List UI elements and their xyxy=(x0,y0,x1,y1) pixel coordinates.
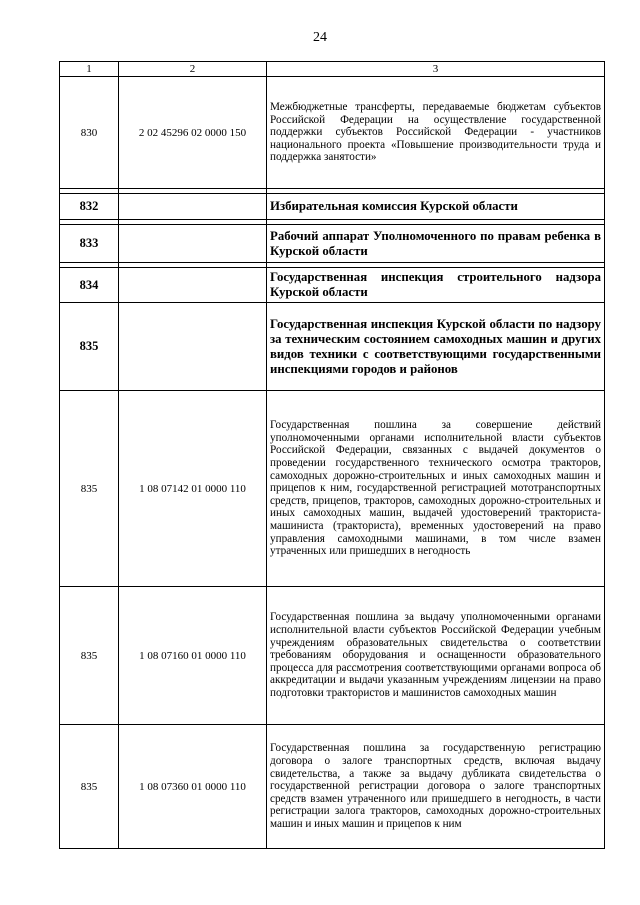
budget-code: 2 02 45296 02 0000 150 xyxy=(119,77,267,189)
admin-code: 832 xyxy=(60,194,119,220)
header-col-3: 3 xyxy=(267,62,605,77)
budget-code: 1 08 07160 01 0000 110 xyxy=(119,587,267,725)
table-row xyxy=(60,725,605,849)
description: Государственная инспекция строительного надзора Курской области xyxy=(267,268,605,303)
admin-code: 833 xyxy=(60,225,119,263)
description: Государственная пошлина за государственную регистрацию договора о залоге транспортных средств, включая выдачу свидетельства, а также за выдачу дубликата свидетельства о государственной регистрации договора о залоге транспортных средств взамен утраченного или пришедшего в негодность, в части регистрации залога тракторов, самоходных дорожно-строительных машин и иных машин и прицепов к ним xyxy=(267,725,605,849)
admin-code: 830 xyxy=(60,77,119,189)
description: Рабочий аппарат Уполномоченного по правам ребенка в Курской области xyxy=(267,225,605,263)
budget-code: 1 08 07142 01 0000 110 xyxy=(119,391,267,587)
admin-code: 834 xyxy=(60,268,119,303)
budget-code xyxy=(119,268,267,303)
header-col-2: 2 xyxy=(119,62,267,77)
description: Государственная пошлина за совершение действий уполномоченными органами исполнительной власти субъектов Российской Федерации, связанных с выдачей документов о проведении государственного технического осмотра тракторов, самоходных дорожно-строительных и иных самоходных машин и прицепов к ним, государственной регистрацией мототранспортных средств, прицепов, тракторов, самоходных дорожно-строительных и иных самоходных машин, выдачей удостоверений тракториста-машиниста (тракториста), временных удостоверений на право управления самоходными машинами, в том числе взамен утраченных или пришедших в негодность xyxy=(267,391,605,587)
table-header-row xyxy=(60,62,605,77)
revenue-codes-table xyxy=(59,61,605,849)
budget-code xyxy=(119,225,267,263)
table-row xyxy=(60,587,605,725)
description: Государственная пошлина за выдачу уполномоченными органами исполнительной власти субъектов Российской Федерации учебным учреждениям образовательных свидетельства о соответствии требованиям оборудования и оснащенности образовательного процесса для рассмотрения соответствующими органами вопроса об аккредитации и выдачи указанным учреждениям лицензии на право подготовки трактористов и машинистов самоходных машин xyxy=(267,587,605,725)
table-row xyxy=(60,225,605,263)
admin-code: 835 xyxy=(60,391,119,587)
table-row xyxy=(60,268,605,303)
admin-code: 835 xyxy=(60,725,119,849)
table-row xyxy=(60,391,605,587)
table-row xyxy=(60,77,605,189)
description: Избирательная комиссия Курской области xyxy=(267,194,605,220)
page-number: 24 xyxy=(313,30,327,45)
description: Межбюджетные трансферты, передаваемые бюджетам субъектов Российской Федерации на осуществление государственной поддержки субъектов Российской Федерации - участников национального проекта «Повышение производительности труда и поддержка занятости» xyxy=(267,77,605,189)
header-col-1: 1 xyxy=(60,62,119,77)
budget-code xyxy=(119,303,267,391)
budget-code: 1 08 07360 01 0000 110 xyxy=(119,725,267,849)
budget-code xyxy=(119,194,267,220)
table-row xyxy=(60,303,605,391)
admin-code: 835 xyxy=(60,587,119,725)
description: Государственная инспекция Курской области по надзору за техническим состоянием самоходных машин и других видов техники с соответствующими государственными инспекциями городов и районов xyxy=(267,303,605,391)
table-row xyxy=(60,194,605,220)
admin-code: 835 xyxy=(60,303,119,391)
